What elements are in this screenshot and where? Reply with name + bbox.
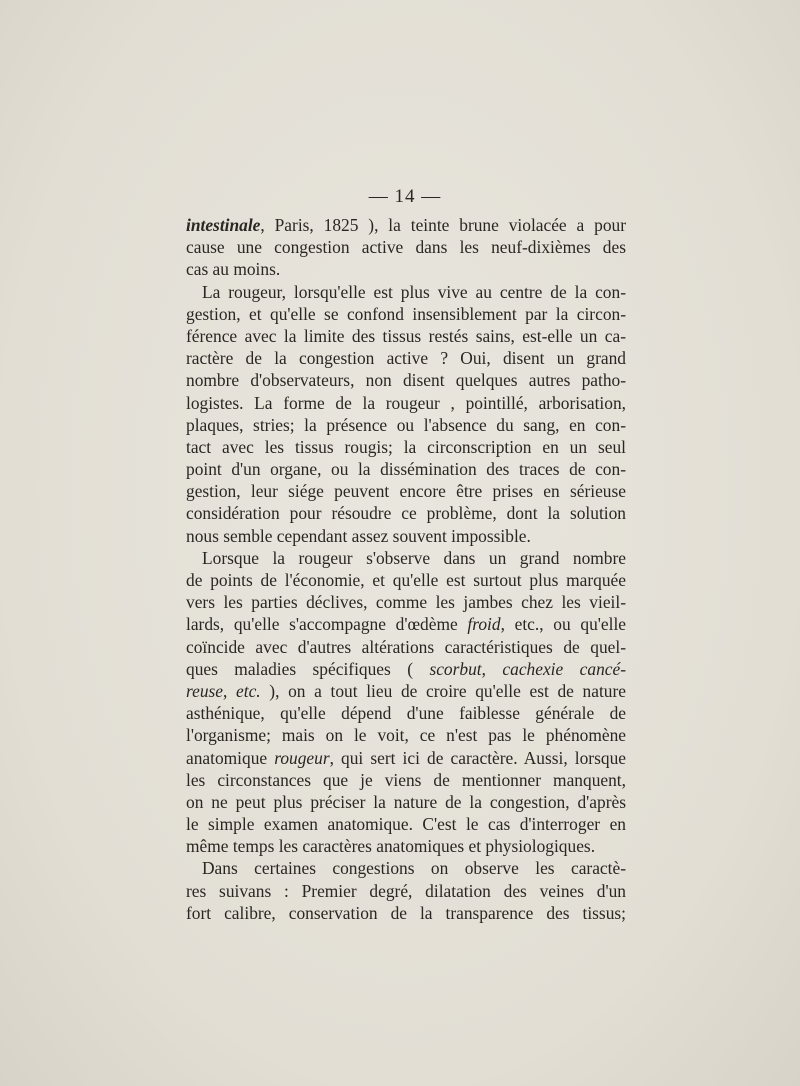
text-segment: rougeur [274, 747, 330, 768]
text-segment: Dans certaines congestions on observe les caractè- [202, 858, 626, 879]
text-line [186, 857, 626, 879]
text-segment: gestion, et qu'elle se confond insensiblement par la circon- [186, 303, 626, 324]
text-segment: vers les parties déclives, comme les jambes chez les vieil- [186, 592, 626, 613]
text-line [186, 680, 626, 702]
text-line [186, 214, 626, 236]
text-segment: lards, qu'elle s'accompagne d'œdème [186, 614, 468, 635]
text-segment: fort calibre, conservation de la transparence des tissus; [186, 902, 626, 923]
body-text [186, 214, 626, 924]
text-segment: , etc., ou qu'elle [500, 614, 626, 635]
text-segment: férence avec la limite des tissus restés sains, est-elle un ca- [186, 325, 626, 346]
text-segment: point d'un organe, ou la dissémination des traces de con- [186, 459, 626, 480]
text-segment: cas au moins. [186, 259, 281, 280]
text-line [186, 613, 626, 635]
text-line [186, 547, 626, 569]
text-line [186, 281, 626, 303]
text-segment: La rougeur, lorsqu'elle est plus vive au centre de la con- [202, 281, 626, 302]
text-segment: , [223, 680, 237, 701]
text-segment: , [481, 658, 503, 679]
text-segment: ractère de la congestion active ? Oui, disent un grand [186, 348, 626, 369]
text-segment: l'organisme; mais on le voit, ce n'est pas le phénomène [186, 725, 626, 746]
text-segment: nombre d'observateurs, non disent quelques autres patho- [186, 370, 626, 391]
text-line [186, 436, 626, 458]
page-number: — 14 — [368, 186, 442, 207]
text-segment: nous semble cependant assez souvent impossible. [186, 525, 531, 546]
text-line [186, 347, 626, 369]
text-line [186, 791, 626, 813]
text-line [186, 325, 626, 347]
text-segment: cachexie cancé- [502, 658, 626, 679]
text-segment: tact avec les tissus rougis; la circonscription en un seul [186, 436, 626, 457]
text-segment: plaques, stries; la présence ou l'absence du sang, en con- [186, 414, 626, 435]
text-segment: même temps les caractères anatomiques et physiologiques. [186, 836, 596, 857]
text-line [186, 458, 626, 480]
text-segment: cause une congestion active dans les neuf-dixièmes des [186, 237, 626, 258]
text-line [186, 414, 626, 436]
text-segment: , Paris, 1825 ), la teinte brune violacée a pour [260, 215, 626, 235]
text-segment: gestion, leur siége peuvent encore être prises en sérieuse [186, 481, 626, 502]
text-segment: logistes. La forme de la rougeur , pointillé, arborisation, [186, 392, 626, 413]
text-segment: intestinale [186, 215, 261, 235]
text-segment: ), on a tout lieu de croire qu'elle est de nature [260, 680, 626, 701]
text-segment: etc. [236, 680, 261, 701]
text-segment: , qui sert ici de caractère. Aussi, lorsque [329, 747, 626, 768]
text-line [186, 369, 626, 391]
text-line [186, 258, 626, 280]
text-line [186, 236, 626, 258]
text-line [186, 813, 626, 835]
text-line [186, 769, 626, 791]
text-line [186, 902, 626, 924]
text-line [186, 392, 626, 414]
text-segment: asthénique, qu'elle dépend d'une faiblesse générale de [186, 703, 626, 724]
text-line [186, 880, 626, 902]
text-line [186, 502, 626, 524]
text-segment: les circonstances que je viens de mentionner manquent, [186, 769, 626, 790]
text-segment: de points de l'économie, et qu'elle est surtout plus marquée [186, 570, 626, 590]
text-line [186, 636, 626, 658]
text-line [186, 480, 626, 502]
text-line [186, 303, 626, 325]
text-segment: scorbut [429, 658, 482, 679]
text-line [186, 591, 626, 613]
text-line [186, 747, 626, 769]
text-segment: anatomique [186, 747, 275, 768]
text-segment: coïncide avec d'autres altérations caractéristiques de quel- [186, 636, 626, 657]
text-line [186, 702, 626, 724]
text-line [186, 724, 626, 746]
text-segment: considération pour résoudre ce problème, dont la solution [186, 503, 626, 524]
text-line [186, 569, 626, 591]
text-segment: Lorsque la rougeur s'observe dans un grand nombre [202, 547, 626, 568]
text-segment: reuse [186, 680, 224, 701]
text-segment: froid [467, 614, 501, 635]
text-line [186, 835, 626, 857]
text-segment: ques maladies spécifiques ( [186, 658, 430, 679]
text-line [186, 525, 626, 547]
text-line [186, 658, 626, 680]
text-segment: le simple examen anatomique. C'est le cas d'interroger en [186, 814, 626, 835]
text-segment: res suivans : Premier degré, dilatation des veines d'un [186, 880, 626, 901]
text-segment: on ne peut plus préciser la nature de la congestion, d'après [186, 791, 626, 812]
